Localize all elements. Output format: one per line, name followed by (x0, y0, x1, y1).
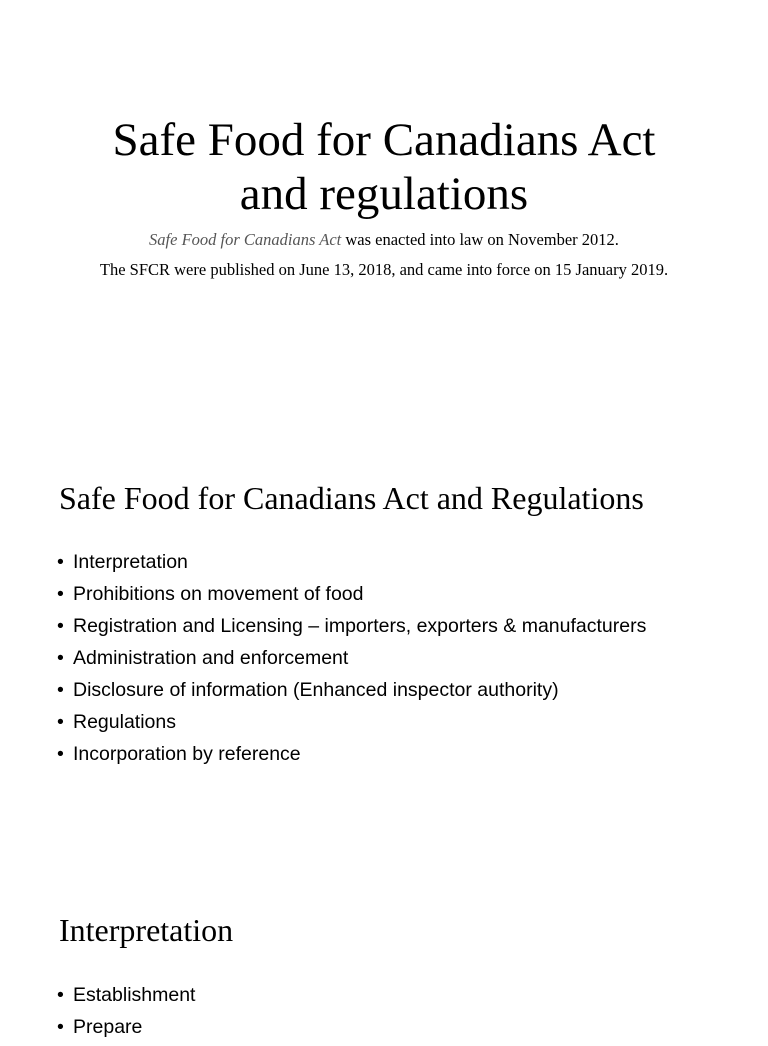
slide-1-title-line-2: and regulations (239, 168, 529, 220)
list-item (57, 982, 195, 1014)
bullet-icon: • (57, 615, 64, 637)
list-item-text: Establishment (73, 984, 196, 1006)
slide-1 (0, 0, 768, 432)
bullet-icon: • (57, 1016, 64, 1038)
slide-2-title: Safe Food for Canadians Act and Regulations (59, 480, 644, 516)
bullet-icon: • (57, 743, 64, 765)
slide-2-bullet-list (57, 549, 646, 773)
list-item-text: Interpretation (73, 551, 188, 573)
slide-3 (0, 864, 768, 1038)
list-item (57, 645, 646, 677)
list-item-text: Regulations (73, 711, 176, 733)
list-item (57, 741, 646, 773)
slide-3-bullet-list (57, 982, 195, 1046)
list-item-text: Disclosure of information (Enhanced inspector authority) (73, 679, 559, 701)
slide-1-title (0, 113, 768, 221)
list-item (57, 549, 646, 581)
bullet-icon: • (57, 551, 64, 573)
slide-2 (0, 432, 768, 864)
list-item (57, 1014, 195, 1046)
act-name: Safe Food for Canadians Act (149, 230, 342, 249)
list-item (57, 581, 646, 613)
list-item-text: Administration and enforcement (73, 647, 349, 669)
slide-1-title-line-1: Safe Food for Canadians Act (112, 114, 656, 166)
bullet-icon: • (57, 647, 64, 669)
slide-3-title: Interpretation (59, 912, 234, 948)
bullet-icon: • (57, 679, 64, 701)
bullet-icon: • (57, 711, 64, 733)
slide-1-subtitle-published: The SFCR were published on June 13, 2018, and came into force on 15 January 2019. (99, 260, 669, 279)
bullet-icon: • (57, 583, 64, 605)
list-item-text: Incorporation by reference (73, 743, 301, 765)
list-item-text: Prepare (73, 1016, 143, 1038)
bullet-icon: • (57, 984, 64, 1006)
list-item-text: Registration and Licensing – importers, exporters & manufacturers (73, 615, 647, 637)
list-item-text: Prohibitions on movement of food (73, 583, 364, 605)
enacted-text: was enacted into law on November 2012. (341, 230, 619, 249)
list-item (57, 709, 646, 741)
list-item (57, 677, 646, 709)
slide-1-subtitle-enacted (90, 230, 678, 250)
list-item (57, 613, 646, 645)
